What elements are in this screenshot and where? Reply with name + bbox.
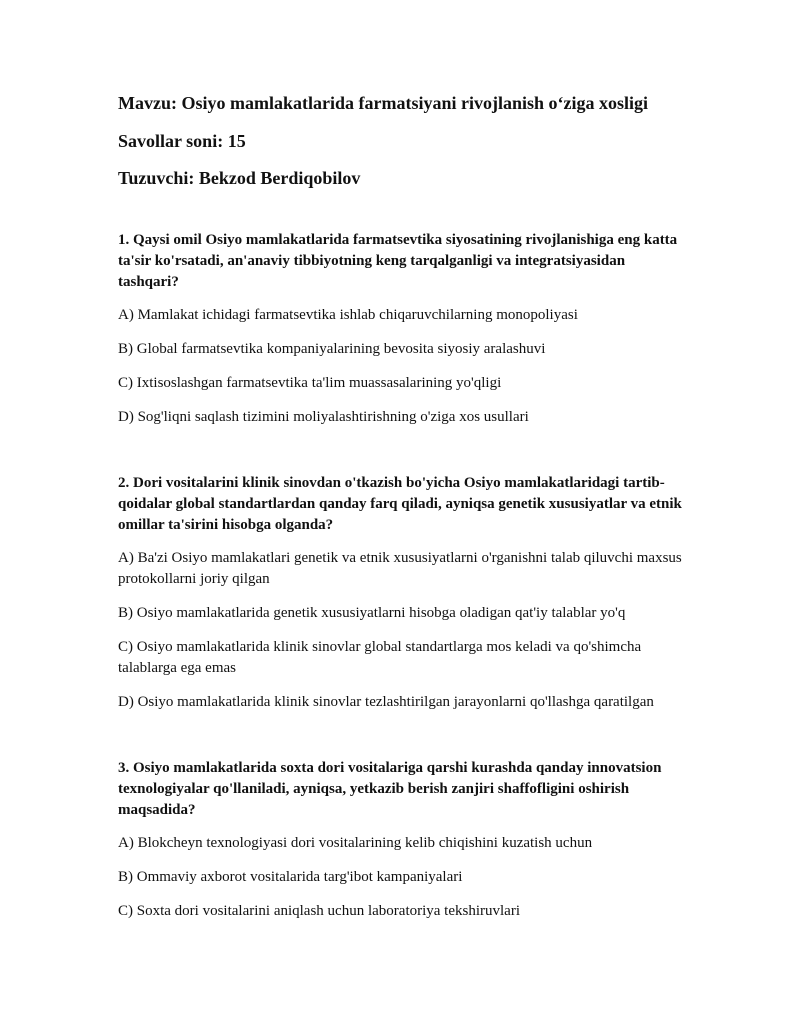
answer-option: C) Ixtisoslashgan farmatsevtika ta'lim muassasalarining yo'qligi	[118, 375, 502, 391]
answer-option: A) Ba'zi Osiyo mamlakatlari genetik va etnik xususiyatlarni o'rganishni talab qiluvchi maxsus protokollarni joriy qilgan	[118, 550, 682, 587]
answer-option: B) Global farmatsevtika kompaniyalarining bevosita siyosiy aralashuvi	[118, 341, 546, 357]
answer-option: B) Osiyo mamlakatlarida genetik xususiyatlarni hisobga oladigan qat'iy talablar yo'q	[118, 605, 626, 621]
answer-option: C) Soxta dori vositalarini aniqlash uchun laboratoriya tekshiruvlari	[118, 903, 520, 919]
question-text: 1. Qaysi omil Osiyo mamlakatlarida farmatsevtika siyosatining rivojlanishiga eng katta ta'sir ko'rsatadi, an'anaviy tibbiyotning keng tarqalganligi va integratsiyasidan tashqari?	[118, 232, 678, 290]
topic-heading: Mavzu: Osiyo mamlakatlarida farmatsiyani rivojlanish o‘ziga xosligi	[118, 93, 648, 113]
answer-option: D) Sog'liqni saqlash tizimini moliyalashtirishning o'ziga xos usullari	[118, 409, 529, 425]
question-text: 3. Osiyo mamlakatlarida soxta dori vositalariga qarshi kurashda qanday innovatsion texnologiyalar qo'llaniladi, ayniqsa, yetkazib berish zanjiri shaffofligini oshirish maqsadida?	[118, 760, 662, 818]
answer-option: D) Osiyo mamlakatlarida klinik sinovlar tezlashtirilgan jarayonlarni qo'llashga qaratilgan	[118, 694, 654, 710]
question-text: 2. Dori vositalarini klinik sinovdan o'tkazish bo'yicha Osiyo mamlakatlaridagi tartib-qoidalar global standartlardan qanday farq qiladi, ayniqsa genetik xususiyatlar va etnik omillar ta'sirini hisobga olganda?	[118, 475, 682, 533]
question-count: Savollar soni: 15	[118, 131, 246, 151]
question-block	[118, 758, 688, 922]
document-page	[118, 92, 688, 922]
answer-option: A) Mamlakat ichidagi farmatsevtika ishlab chiqaruvchilarning monopoliyasi	[118, 307, 578, 323]
answer-option: A) Blokcheyn texnologiyasi dori vositalarining kelib chiqishini kuzatish uchun	[118, 835, 593, 851]
question-block	[118, 473, 688, 713]
question-block	[118, 230, 688, 428]
author-line: Tuzuvchi: Bekzod Berdiqobilov	[118, 168, 361, 188]
answer-option: C) Osiyo mamlakatlarida klinik sinovlar global standartlarga mos keladi va qo'shimcha talablarga ega emas	[118, 639, 642, 676]
answer-option: B) Ommaviy axborot vositalarida targ'ibot kampaniyalari	[118, 869, 463, 885]
